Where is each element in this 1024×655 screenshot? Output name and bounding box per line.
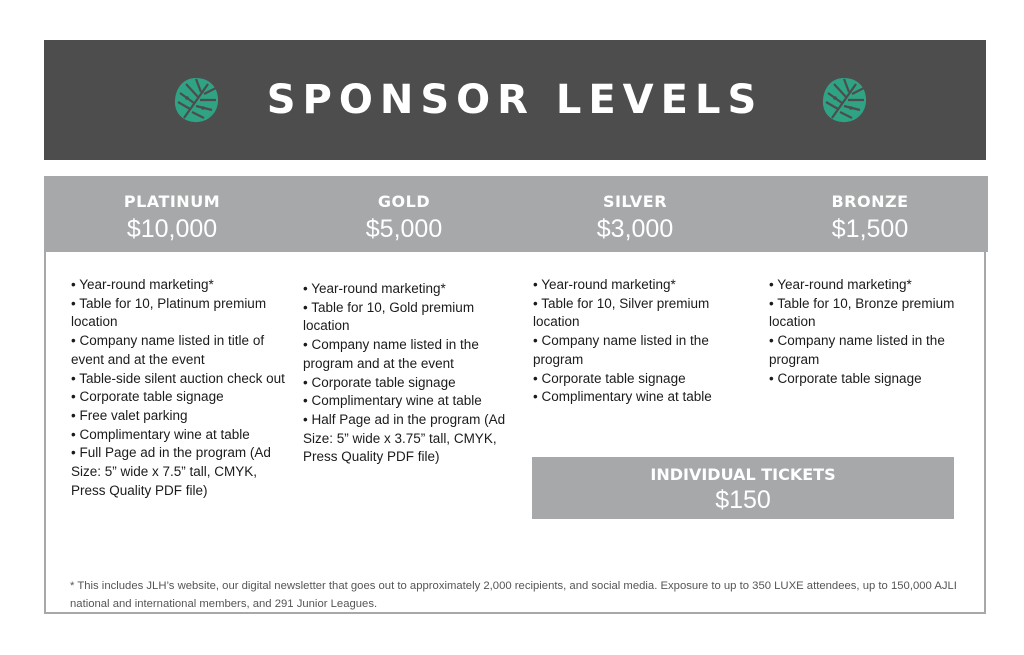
monstera-leaf-icon [818, 74, 870, 126]
sponsor-levels-header [44, 176, 988, 252]
page-title: SPONSOR LEVELS [266, 77, 764, 123]
silver-benefits-list [533, 276, 751, 407]
level-name: SILVER [602, 192, 668, 211]
footnote: * This includes JLH’s website, our digital newsletter that goes out to approximately 2,000 recipients, and social media. Exposure to up to 350 LUXE attendees, up to 150,000 AJLI national and international members, and 291 Junior Leagues. [70, 580, 957, 610]
benefit-item: • Table-side silent auction check out [71, 370, 289, 389]
benefit-item: • Year-round marketing* [769, 276, 987, 295]
benefit-item: • Half Page ad in the program (Ad Size: 5” wide x 3.75” tall, CMYK, Press Quality PDF file) [303, 411, 509, 467]
level-price: $10,000 [126, 215, 218, 243]
benefit-item: • Corporate table signage [533, 370, 751, 389]
benefit-item: • Company name listed in the program [769, 332, 987, 369]
benefit-item: • Company name listed in the program [533, 332, 751, 369]
benefit-item: • Company name listed in title of event and at the event [71, 332, 289, 369]
benefit-item: • Corporate table signage [769, 370, 987, 389]
bronze-benefits-list [769, 276, 987, 388]
level-price: $3,000 [596, 215, 674, 243]
level-silver-header [517, 176, 753, 252]
individual-tickets-box [532, 457, 954, 519]
benefit-item: • Corporate table signage [303, 374, 509, 393]
benefit-item: • Company name listed in the program and at the event [303, 336, 509, 373]
level-name: GOLD [377, 192, 431, 211]
level-bronze-header [752, 176, 988, 252]
benefit-item: • Full Page ad in the program (Ad Size: 5” wide x 7.5” tall, CMYK, Press Quality PDF file) [71, 444, 289, 500]
tickets-label: INDIVIDUAL TICKETS [650, 465, 836, 484]
benefit-item: • Table for 10, Bronze premium location [769, 295, 987, 332]
monstera-leaf-icon [170, 74, 222, 126]
benefit-item: • Table for 10, Silver premium location [533, 295, 751, 332]
tickets-price: $150 [715, 486, 771, 514]
benefit-item: • Year-round marketing* [533, 276, 751, 295]
level-price: $5,000 [365, 215, 443, 243]
benefit-item: • Free valet parking [71, 407, 289, 426]
benefit-item: • Complimentary wine at table [71, 426, 289, 445]
benefit-item: • Table for 10, Gold premium location [303, 299, 509, 336]
benefit-item: • Complimentary wine at table [533, 388, 751, 407]
benefit-item: • Year-round marketing* [71, 276, 289, 295]
level-name: PLATINUM [123, 192, 221, 211]
level-name: BRONZE [831, 192, 909, 211]
benefit-item: • Complimentary wine at table [303, 392, 509, 411]
benefit-item: • Corporate table signage [71, 388, 289, 407]
level-gold-header [286, 176, 522, 252]
gold-benefits-list [303, 280, 509, 467]
benefit-item: • Table for 10, Platinum premium location [71, 295, 289, 332]
level-platinum-header [54, 176, 290, 252]
benefit-item: • Year-round marketing* [303, 280, 509, 299]
platinum-benefits-list [71, 276, 289, 500]
level-price: $1,500 [831, 215, 909, 243]
